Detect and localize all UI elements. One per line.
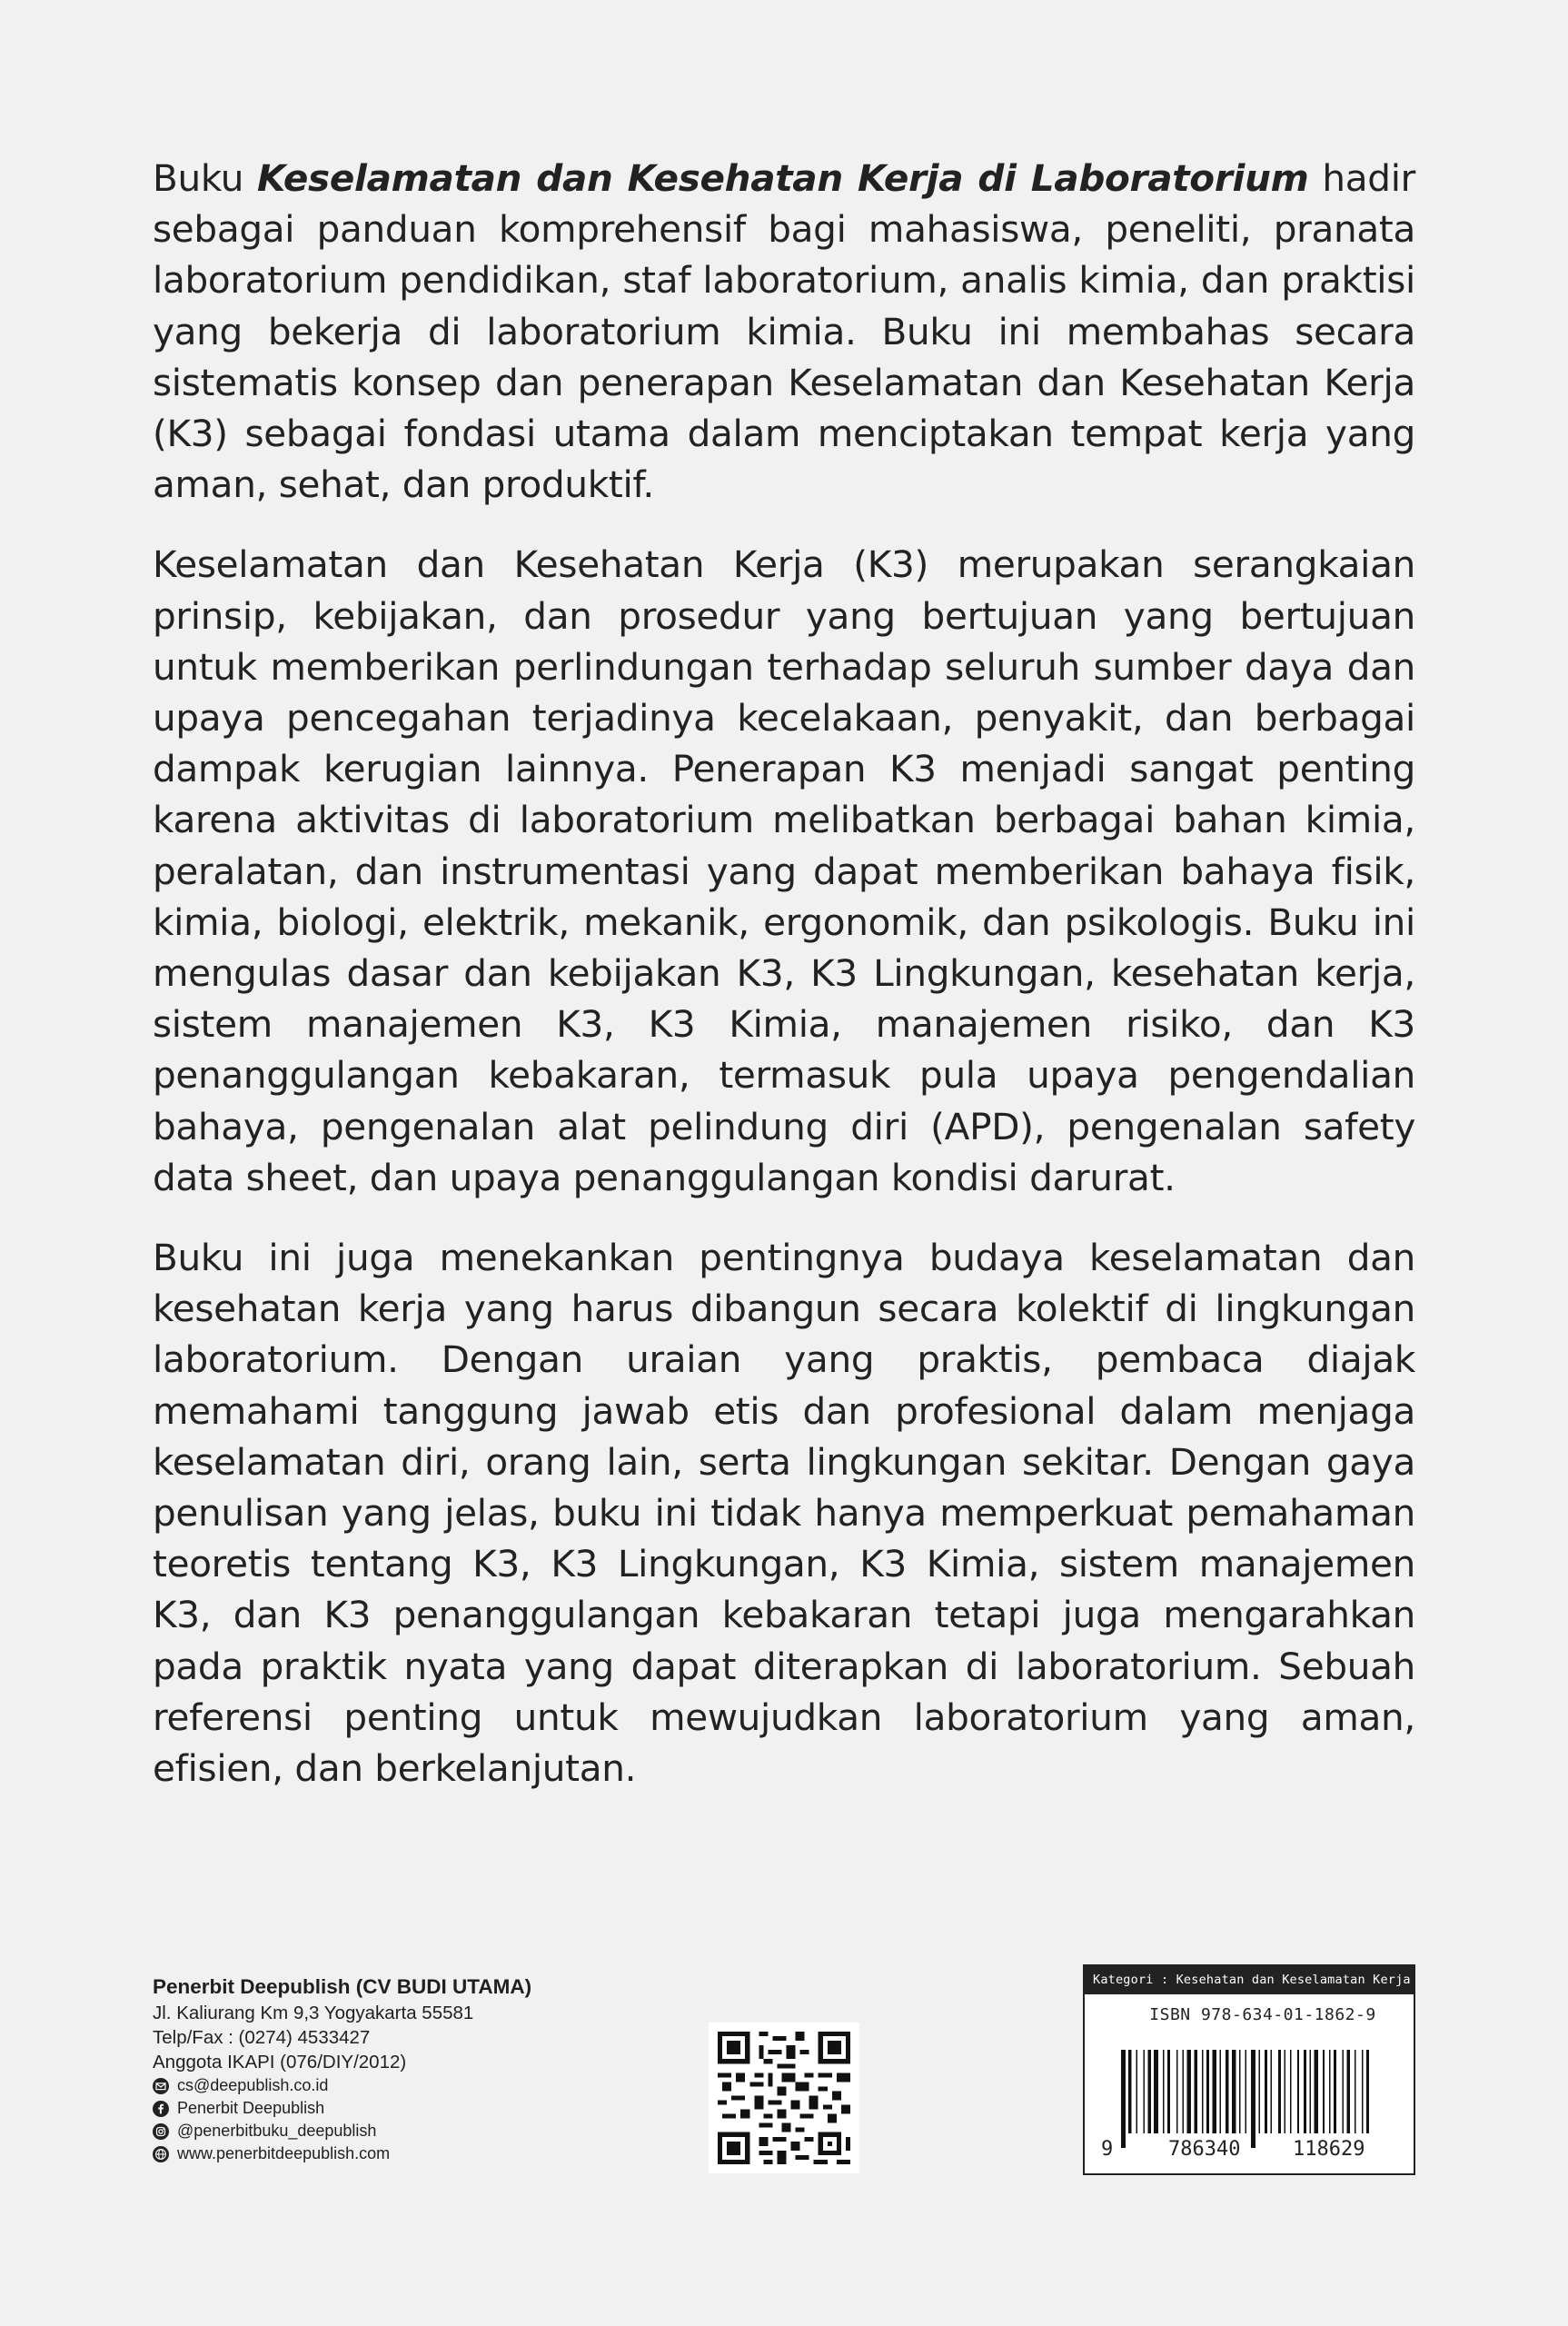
barcode-bar [1329,2050,1331,2133]
barcode-digits-left: 786340 [1165,2133,1244,2166]
contact-facebook: Penerbit Deepublish [153,2097,661,2120]
barcode-bar [1195,2050,1197,2133]
isbn-barcode-box [1083,1964,1415,2175]
barcode-bar [1334,2050,1336,2133]
publisher-name: Penerbit Deepublish (CV BUDI UTAMA) [153,1975,532,1998]
barcode-bar [1186,2050,1191,2133]
barcode-digits [1085,2133,1414,2166]
barcode-bar [1258,2050,1260,2133]
barcode-bar [1167,2050,1170,2133]
blurb-prefix: Buku [153,156,258,200]
barcode-bar [1347,2050,1350,2133]
barcode-digit-first: 9 [1097,2133,1116,2166]
barcode-bar [1212,2050,1216,2133]
barcode-bar [1128,2050,1131,2133]
contact-instagram: @penerbitbuku_deepublish [153,2120,661,2142]
globe-icon [153,2146,169,2162]
barcode-bar [1144,2050,1146,2133]
barcode-bar [1362,2050,1364,2133]
barcode-bar [1232,2050,1236,2133]
barcode-bar [1136,2050,1137,2133]
barcode-bar [1176,2050,1178,2133]
category-label: Kategori : Kesehatan dan Keselamatan Kerja [1085,1966,1414,1994]
barcode-bar [1271,2050,1273,2133]
facebook-icon [153,2101,169,2117]
barcode-bar [1239,2050,1241,2133]
barcode-bar [1154,2050,1158,2133]
barcode-bar [1278,2050,1281,2133]
contact-website: www.penerbitdeepublish.com [153,2142,661,2165]
blurb-paragraph-2: Keselamatan dan Kesehatan Kerja (K3) merupakan serangkaian prinsip, kebijakan, dan prosedur yang bertujuan yang bertujuan untuk memberikan perlindungan terhadap seluruh sumber daya dan upaya pencegahan terjadinya kecelakaan, penyakit, dan berbagai dampak kerugian lainnya. Penerapan K3 menjadi sangat penting karena aktivitas di laboratorium melibatkan berbagai bahan kimia, peralatan, dan instrumentasi yang dapat memberikan bahaya fisik, kimia, biologi, elektrik, mekanik, ergonomik, dan psikologis. Buku ini mengulas dasar dan kebijakan K3, K3 Lingkungan, kesehatan kerja, sistem manajemen K3, K3 Kimia, manajemen risiko, dan K3 penanggulangan kebakaran, termasuk pula upaya pengendalian bahaya, pengenalan alat pelindung diri (APD), pengenalan safety data sheet, dan upaya penanggulangan kondisi darurat. [153,542,1415,1199]
instagram-icon [153,2123,169,2140]
barcode-bar [1220,2050,1222,2133]
barcode-bar [1297,2050,1299,2133]
back-cover-blurb [153,153,1415,1794]
barcode-bar [1314,2050,1318,2133]
isbn-number: ISBN 978-634-01-1862-9 [1149,2005,1376,2024]
barcode-bar [1284,2050,1285,2133]
barcode-bar [1163,2050,1165,2133]
qr-code [709,2023,859,2173]
barcode-bar [1265,2050,1267,2133]
email-icon [153,2078,169,2094]
barcode-bar [1323,2050,1325,2133]
barcode-bar [1245,2050,1247,2133]
publisher-info [153,1973,661,2165]
barcode-bar [1226,2050,1228,2133]
barcode-bar [1182,2050,1184,2133]
barcode-digits-right: 118629 [1289,2133,1368,2166]
barcode-bar [1343,2050,1345,2133]
publisher-address: Jl. Kaliurang Km 9,3 Yogyakarta 55581 [153,2003,474,2023]
barcode-bar [1366,2050,1369,2133]
blurb-paragraph-3: Buku ini juga menekankan pentingnya budaya keselamatan dan kesehatan kerja yang harus dibangun secara kolektif di lingkungan laboratorium. Dengan uraian yang praktis, pembaca diajak memahami tanggung jawab etis dan profesional dalam menjaga keselamatan diri, orang lain, serta lingkungan sekitar. Dengan gaya penulisan yang jelas, buku ini tidak hanya memperkuat pemahaman teoretis tentang K3, K3 Lingkungan, K3 Kimia, sistem manajemen K3, dan K3 penanggulangan kebakaran tetapi juga mengarahkan pada praktik nyata yang dapat diterapkan di laboratorium. Sebuah referensi penting untuk mewujudkan laboratorium yang aman, efisien, dan berkelanjutan. [153,1236,1415,1791]
barcode-bar [1309,2050,1311,2133]
barcode-bar [1304,2050,1306,2133]
barcode-bar [1148,2050,1151,2133]
barcode-bar [1355,2050,1356,2133]
book-title: Keselamatan dan Kesehatan Kerja di Laboratorium [257,156,1309,200]
barcode-bar [1206,2050,1209,2133]
publisher-phone: Telp/Fax : (0274) 4533427 [153,2027,371,2048]
publisher-membership: Anggota IKAPI (076/DIY/2012) [153,2052,407,2073]
barcode-bar [1290,2050,1292,2133]
blurb-paragraph-1-text: hadir sebagai panduan komprehensif bagi mahasiswa, peneliti, pranata laboratorium pendidikan, staf laboratorium, analis kimia, dan praktisi yang bekerja di laboratorium kimia. Buku ini membahas secara sistematis konsep dan penerapan Keselamatan dan Kesehatan Kerja (K3) sebagai fondasi utama dalam menciptakan tempat kerja yang aman, sehat, dan produktif. [153,156,1415,507]
contact-email: cs@deepublish.co.id [153,2074,661,2097]
blurb-paragraph-1 [153,153,1415,510]
barcode-bar [1202,2050,1204,2133]
